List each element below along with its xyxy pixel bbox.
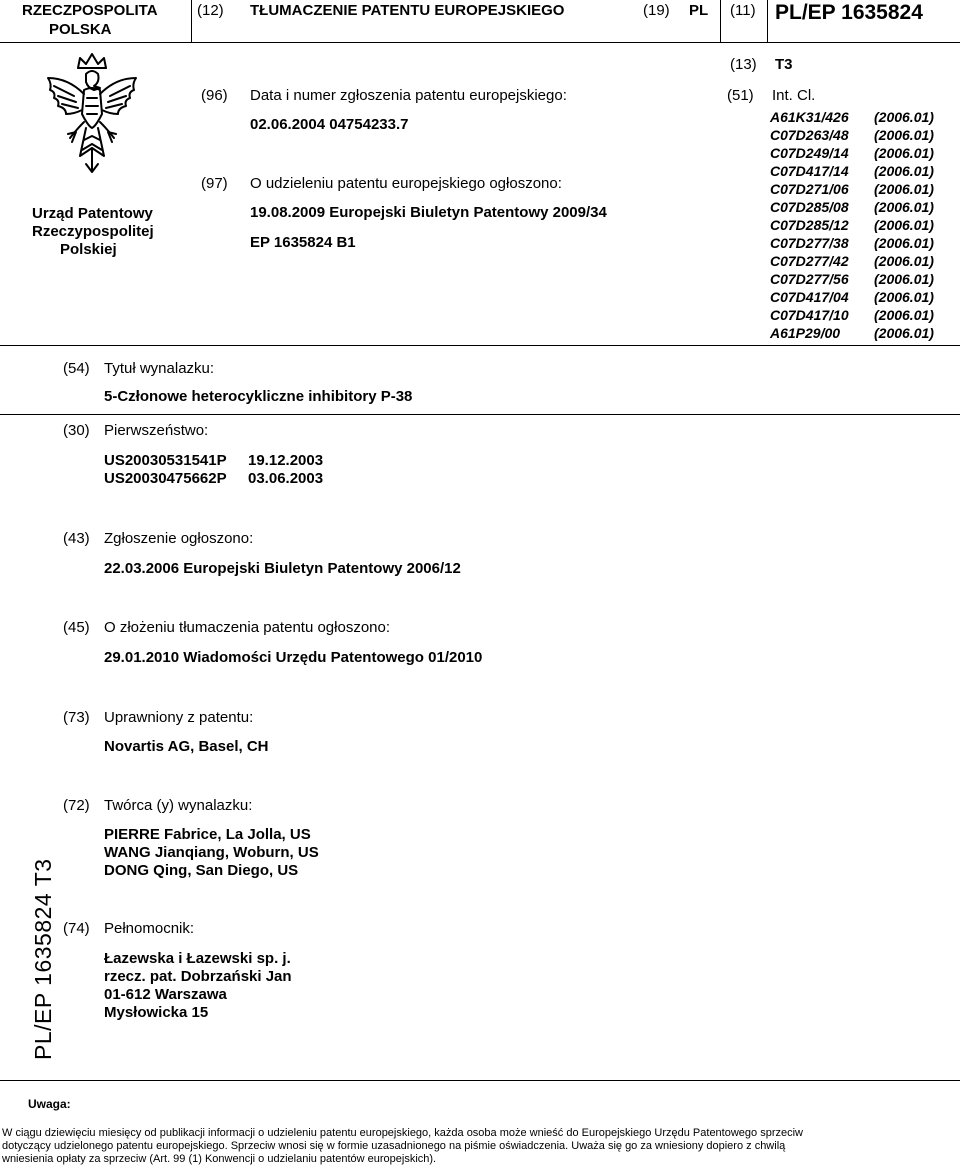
inid-54: (54) [63,360,90,377]
ipc-code: C07D277/42 [770,253,849,269]
office-name-line-1: Urząd Patentowy [32,205,153,222]
inid-73: (73) [63,709,90,726]
inid-51: (51) [727,87,754,104]
notice-title: Uwaga: [28,1097,71,1111]
ipc-row [770,307,960,325]
inid-72: (72) [63,797,90,814]
inid-13: (13) [730,56,757,73]
priority-date: 03.06.2003 [248,470,324,487]
ipc-row [770,145,960,163]
priority-number: US20030475662P [104,470,227,487]
ipc-version: (2006.01) [874,127,934,143]
header-divider-2 [720,0,721,42]
application-label: Data i numer zgłoszenia patentu europejskiego: [250,87,567,104]
ipc-version: (2006.01) [874,235,934,251]
ipc-version: (2006.01) [874,199,934,215]
priority-date: 19.12.2003 [248,452,324,469]
priority-number: US20030531541P [104,452,227,469]
header-divider-3 [767,0,768,42]
kind-code: T3 [775,56,793,73]
attorney-line: 01-612 Warszawa [104,986,227,1003]
ipc-code: C07D263/48 [770,127,849,143]
document-type: TŁUMACZENIE PATENTU EUROPEJSKIEGO [250,2,565,19]
header-rule [0,42,960,43]
ipc-row [770,271,960,289]
notice-line: wniesienia opłaty za sprzeciw (Art. 99 (1) Konwencji o udzielaniu patentów europejskich). [2,1153,437,1165]
ipc-code: C07D417/14 [770,163,849,179]
inid-19: (19) [643,2,670,19]
side-patent-label: PL/EP 1635824 T3 [30,858,56,1060]
ipc-code: C07D249/14 [770,145,849,161]
ipc-row [770,127,960,145]
ipc-row [770,235,960,253]
ipc-version: (2006.01) [874,289,934,305]
ipc-code: C07D277/38 [770,235,849,251]
ipc-version: (2006.01) [874,253,934,269]
grant-label: O udzieleniu patentu europejskiego ogłoszono: [250,175,562,192]
attorney-label: Pełnomocnik: [104,920,195,937]
ipc-code: C07D277/56 [770,271,849,287]
patent-number: PL/EP 1635824 [775,1,923,24]
ipc-code: A61K31/426 [770,109,849,125]
ipc-code: A61P29/00 [770,325,841,341]
ipc-version: (2006.01) [874,145,934,161]
invention-title: 5-Członowe heterocykliczne inhibitory P-38 [104,388,413,405]
country-code: PL [689,2,709,19]
inid-12: (12) [197,2,224,19]
ipc-row [770,289,960,307]
office-name-line-2: Rzeczypospolitej [32,223,154,240]
ipc-row [770,199,960,217]
translation-label: O złożeniu tłumaczenia patentu ogłoszono: [104,619,391,636]
ipc-version: (2006.01) [874,271,934,287]
grant-value: 19.08.2009 Europejski Biuletyn Patentowy 2009/34 [250,204,607,221]
header-divider-1 [191,0,192,42]
application-published-label: Zgłoszenie ogłoszono: [104,530,254,547]
attorney-line: Mysłowicka 15 [104,1004,209,1021]
ipc-row [770,163,960,181]
ipc-code: C07D417/04 [770,289,849,305]
attorney-line: Łazewska i Łazewski sp. j. [104,950,291,967]
int-cl-label: Int. Cl. [772,87,816,104]
ipc-code: C07D285/12 [770,217,849,233]
ipc-row [770,181,960,199]
ipc-version: (2006.01) [874,109,934,125]
application-value: 02.06.2004 04754233.7 [250,116,409,133]
ipc-version: (2006.01) [874,325,934,341]
priority-label: Pierwszeństwo: [104,422,209,439]
polish-eagle-emblem [40,52,144,180]
inid-11: (11) [730,2,756,19]
inventors-label: Twórca (y) wynalazku: [104,797,253,814]
notice-line: W ciągu dziewięciu miesięcy od publikacji informacji o udzieleniu patentu europejskiego, każda osoba może wnieść do Europejskiego Urzędu Patentowego sprzeciw [2,1127,803,1139]
inid-30: (30) [63,422,90,439]
ipc-row [770,325,960,343]
section-rule [0,345,960,346]
ipc-row [770,109,960,127]
proprietor-label: Uprawniony z patentu: [104,709,254,726]
office-name-line-3: Polskiej [60,241,117,258]
translation-value: 29.01.2010 Wiadomości Urzędu Patentowego 01/2010 [104,649,483,666]
inid-96: (96) [201,87,228,104]
ipc-version: (2006.01) [874,217,934,233]
inventor-line: WANG Jianqiang, Woburn, US [104,844,319,861]
inid-97: (97) [201,175,228,192]
ipc-row [770,253,960,271]
ipc-version: (2006.01) [874,163,934,179]
footer-rule [0,1080,960,1081]
inid-45: (45) [63,619,90,636]
ipc-row [770,217,960,235]
ipc-version: (2006.01) [874,307,934,323]
ep-publication-number: EP 1635824 B1 [250,234,356,251]
inid-74: (74) [63,920,90,937]
proprietor-value: Novartis AG, Basel, CH [104,738,269,755]
country-name-line-2: POLSKA [49,21,112,38]
ipc-version: (2006.01) [874,181,934,197]
application-published-value: 22.03.2006 Europejski Biuletyn Patentowy 2006/12 [104,560,461,577]
section-rule [0,414,960,415]
title-label: Tytuł wynalazku: [104,360,215,377]
ipc-code: C07D285/08 [770,199,849,215]
notice-line: dotyczący udzielonego patentu europejskiego. Sprzeciw wnosi się w formie uzasadnionego na piśmie oświadczenia. Uważa się go za wniesiony dopiero z chwilą [2,1140,786,1152]
inventor-line: PIERRE Fabrice, La Jolla, US [104,826,311,843]
attorney-line: rzecz. pat. Dobrzański Jan [104,968,292,985]
inid-43: (43) [63,530,90,547]
country-name-line-1: RZECZPOSPOLITA [22,2,158,19]
inventor-line: DONG Qing, San Diego, US [104,862,299,879]
ipc-code: C07D271/06 [770,181,849,197]
ipc-code: C07D417/10 [770,307,849,323]
